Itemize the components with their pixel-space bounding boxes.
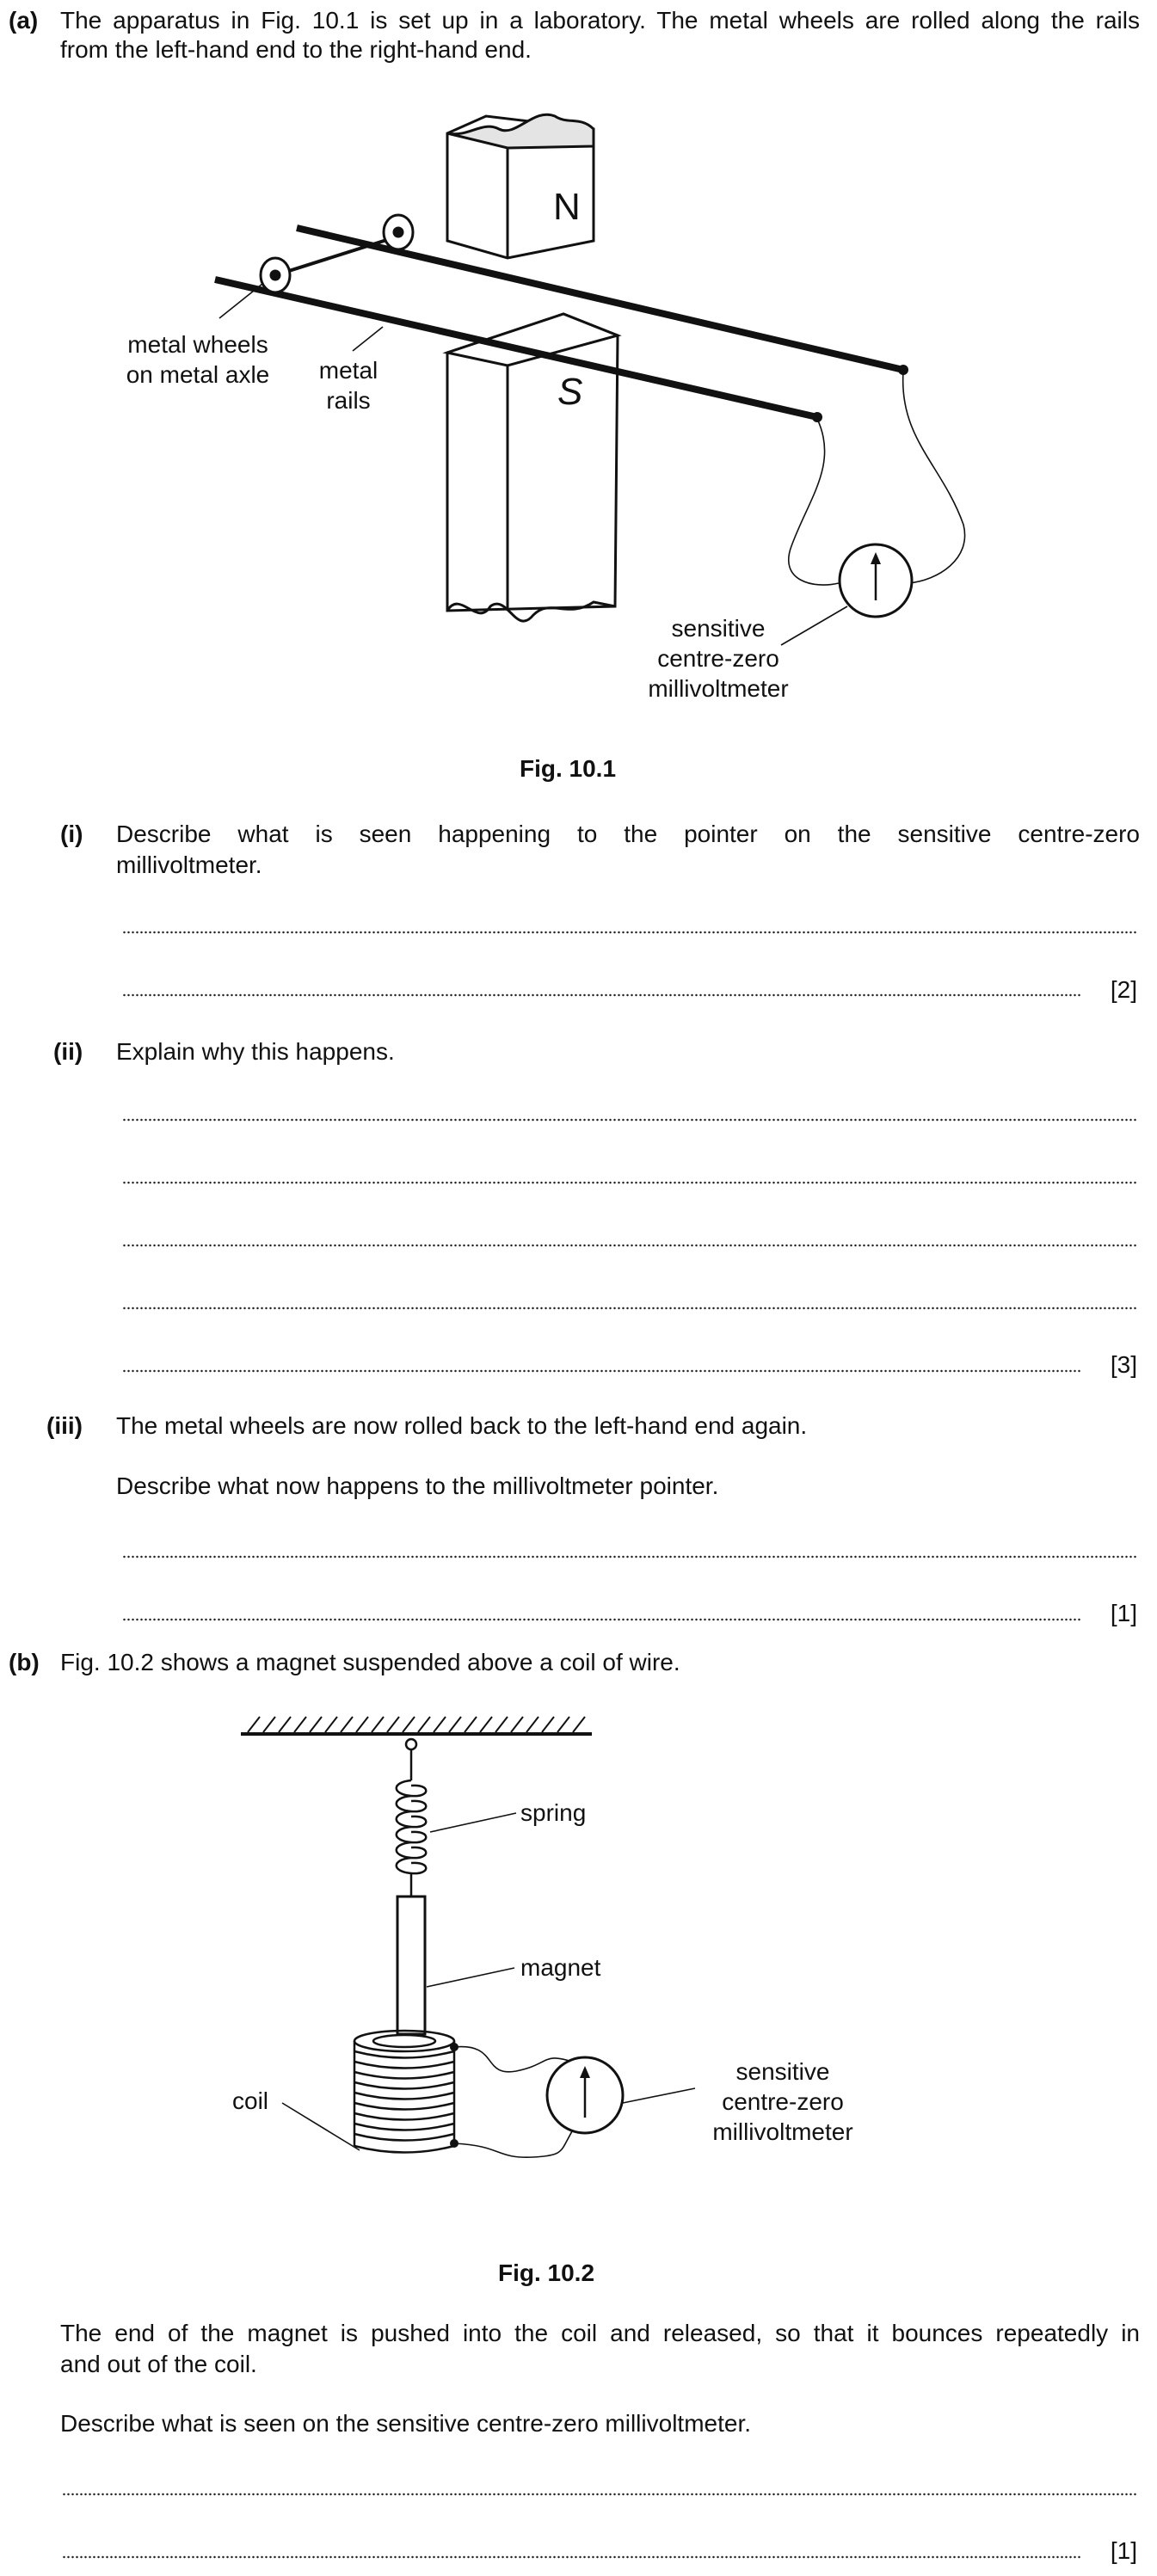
coil (354, 2031, 454, 2153)
part-b-label: (b) (9, 1649, 40, 1675)
answer-line[interactable] (122, 1555, 1137, 1559)
part-b-intro: Fig. 10.2 shows a magnet suspended above a coil of wire. (60, 1649, 680, 1675)
label-meter-2-line1: sensitive (735, 2058, 830, 2085)
q-iii-text1: The metal wheels are now rolled back to the left-hand end again. (116, 1412, 808, 1439)
answer-line[interactable] (122, 1618, 1081, 1621)
q-iii-text2: Describe what now happens to the millivoltmeter pointer. (116, 1472, 719, 1499)
part-a-label: (a) (9, 7, 39, 34)
part-b-text-line2: and out of the coil. (60, 2351, 257, 2377)
q-ii-label: (ii) (53, 1038, 83, 1065)
q-i-marks: [2] (1110, 976, 1137, 1003)
fig-10-2-caption: Fig. 10.2 (497, 2259, 595, 2286)
answer-line[interactable] (62, 2493, 1137, 2496)
label-magnet: magnet (520, 1954, 601, 1981)
label-meter-1-line2: centre-zero (657, 645, 779, 672)
north-magnet (447, 114, 594, 258)
q-iii-marks: [1] (1110, 1600, 1137, 1626)
label-meter-1-line3: millivoltmeter (648, 675, 789, 702)
label-meter-2-line2: centre-zero (722, 2088, 844, 2115)
q-ii-text: Explain why this happens. (116, 1038, 395, 1065)
answer-line[interactable] (122, 1369, 1081, 1373)
label-coil: coil (232, 2087, 269, 2114)
q-i-line1: Describe what is seen happening to the pointer on the sensitive centre-zero (116, 821, 1140, 847)
part-b-question: Describe what is seen on the sensitive centre-zero millivoltmeter. (60, 2410, 752, 2437)
ceiling-support (241, 1717, 592, 1734)
part-a-intro-line2: from the left-hand end to the right-hand end. (60, 36, 532, 63)
answer-line[interactable] (62, 2555, 1081, 2559)
answer-line[interactable] (122, 1306, 1137, 1310)
fig-10-2-diagram (0, 1712, 1157, 2253)
label-wheels-1: metal wheels (127, 331, 268, 358)
answer-line[interactable] (122, 931, 1137, 934)
spring (397, 1739, 427, 1897)
part-b-text-line1: The end of the magnet is pushed into the coil and released, so that it bounces repeatedly in (60, 2320, 1140, 2346)
answer-line[interactable] (122, 1181, 1137, 1184)
q-ii-marks: [3] (1110, 1351, 1137, 1378)
part-b-marks: [1] (1110, 2537, 1137, 2564)
label-rails-1: metal (318, 357, 378, 384)
millivoltmeter-1 (840, 544, 912, 617)
q-i-label: (i) (60, 821, 83, 847)
north-pole-label: N (553, 186, 581, 228)
suspended-magnet (397, 1897, 425, 2034)
q-i-line2: millivoltmeter. (116, 851, 262, 878)
label-meter-2-line3: millivoltmeter (712, 2118, 853, 2145)
q-iii-label: (iii) (46, 1412, 83, 1439)
answer-line[interactable] (122, 1244, 1137, 1247)
fig-10-1-diagram (0, 77, 1157, 714)
label-meter-1-line1: sensitive (671, 615, 766, 642)
south-pole-label: S (557, 371, 583, 413)
label-rails-2: rails (326, 387, 371, 414)
part-a-intro-line1: The apparatus in Fig. 10.1 is set up in a laboratory. The metal wheels are rolled along the rails (60, 7, 1140, 34)
answer-line[interactable] (122, 993, 1081, 997)
millivoltmeter-2 (547, 2057, 623, 2133)
metal-wheels-axle (261, 215, 413, 292)
label-spring: spring (520, 1799, 587, 1826)
fig-10-1-caption: Fig. 10.1 (519, 755, 617, 782)
label-wheels-2: on metal axle (126, 361, 270, 388)
answer-line[interactable] (122, 1118, 1137, 1122)
south-magnet (447, 314, 618, 621)
